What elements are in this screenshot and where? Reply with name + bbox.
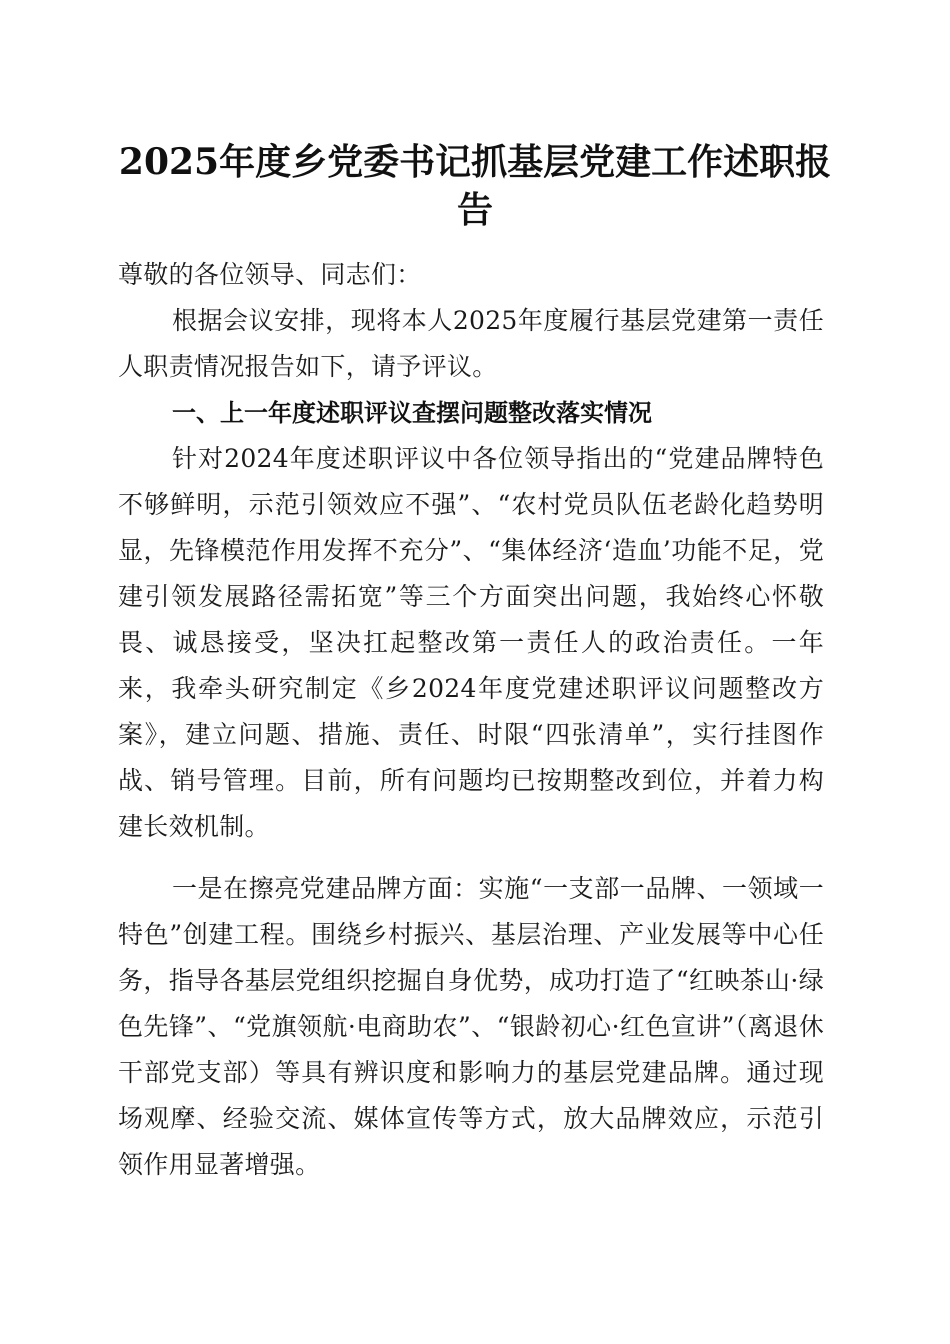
paragraph-gap [118, 850, 824, 866]
document-body [118, 252, 824, 1188]
salutation: 尊敬的各位领导、同志们： [118, 260, 422, 289]
section-heading: 一、上一年度述职评议查摆问题整改落实情况 [172, 399, 652, 427]
section-paragraph: 针对2024年度述职评议中各位领导指出的“党建品牌特色不够鲜明，示范引领效应不强”、“农村党员队伍老龄化趋势明显，先锋模范作用发挥不充分”、“集体经济‘造血’功能不足，党建引领发展路径需拓宽”等三个方面突出问题，我始终心怀敬畏、诚恳接受，坚决扛起整改第一责任人的政治责任。一年来，我牵头研究制定《乡2024年度党建述职评议问题整改方案》，建立问题、措施、责任、时限“四张清单”，实行挂图作战、销号管理。目前，所有问题均已按期整改到位，并着力构建长效机制。 [118, 444, 824, 841]
document-title: 2025年度乡党委书记抓基层党建工作述职报告 [118, 141, 832, 231]
intro-paragraph: 根据会议安排，现将本人2025年度履行基层党建第一责任人职责情况报告如下，请予评议。 [118, 306, 824, 381]
point-paragraph: 一是在擦亮党建品牌方面：实施“一支部一品牌、一领域一特色”创建工程。围绕乡村振兴、基层治理、产业发展等中心任务，指导各基层党组织挖掘自身优势，成功打造了“红映茶山·绿色先锋”、“党旗领航·电商助农”、“银龄初心·红色宣讲”（离退休干部党支部）等具有辨识度和影响力的基层党建品牌。通过现场观摩、经验交流、媒体宣传等方式，放大品牌效应，示范引领作用显著增强。 [118, 874, 824, 1179]
